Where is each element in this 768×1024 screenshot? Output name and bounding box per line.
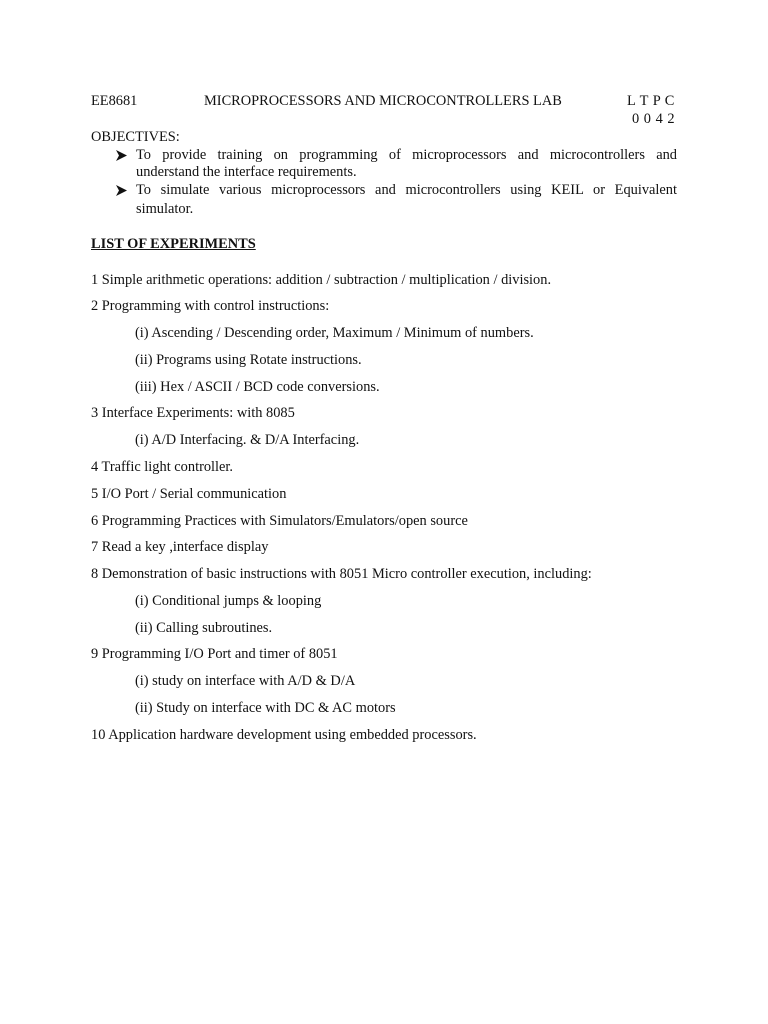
- objective-2-line-2: simulator.: [136, 201, 194, 217]
- arrowhead-bullet-icon: [116, 185, 127, 196]
- experiment-line: 5 I/O Port / Serial communication: [91, 486, 287, 502]
- ltpc-label: L T P C: [627, 93, 675, 109]
- experiment-line: 6 Programming Practices with Simulators/Emulators/open source: [91, 513, 468, 529]
- experiment-line: 8 Demonstration of basic instructions with 8051 Micro controller execution, including:: [91, 566, 592, 582]
- experiment-subline: (i) Ascending / Descending order, Maximum / Minimum of numbers.: [135, 325, 534, 341]
- objective-1-line-2: understand the interface requirements.: [136, 164, 357, 180]
- experiments-heading: LIST OF EXPERIMENTS: [91, 236, 256, 252]
- course-title: MICROPROCESSORS AND MICROCONTROLLERS LAB: [204, 93, 562, 109]
- ltpc-values: 0 0 4 2: [632, 111, 676, 127]
- experiment-subline: (i) A/D Interfacing. & D/A Interfacing.: [135, 432, 360, 448]
- arrowhead-bullet-icon: [116, 150, 127, 161]
- experiment-line: 7 Read a key ,interface display: [91, 539, 269, 555]
- experiment-line: 3 Interface Experiments: with 8085: [91, 405, 295, 421]
- experiment-line: 9 Programming I/O Port and timer of 8051: [91, 646, 338, 662]
- experiment-subline: (ii) Study on interface with DC & AC motors: [135, 700, 396, 716]
- experiment-line: 10 Application hardware development using embedded processors.: [91, 727, 477, 743]
- experiment-subline: (i) Conditional jumps & looping: [135, 593, 322, 609]
- objective-2-line-1: To simulate various microprocessors and microcontrollers using KEIL or Equivalent: [136, 182, 677, 198]
- experiment-subline: (ii) Programs using Rotate instructions.: [135, 352, 362, 368]
- experiment-line: 4 Traffic light controller.: [91, 459, 234, 475]
- experiment-line: 2 Programming with control instructions:: [91, 298, 330, 314]
- experiment-line: 1 Simple arithmetic operations: addition / subtraction / multiplication / division.: [91, 272, 552, 288]
- experiment-subline: (iii) Hex / ASCII / BCD code conversions.: [135, 379, 380, 395]
- objectives-heading: OBJECTIVES:: [91, 129, 180, 145]
- experiment-subline: (ii) Calling subroutines.: [135, 620, 273, 636]
- objective-1-line-1: To provide training on programming of microprocessors and microcontrollers and: [136, 147, 677, 163]
- experiment-subline: (i) study on interface with A/D & D/A: [135, 673, 356, 689]
- course-code: EE8681: [91, 93, 138, 109]
